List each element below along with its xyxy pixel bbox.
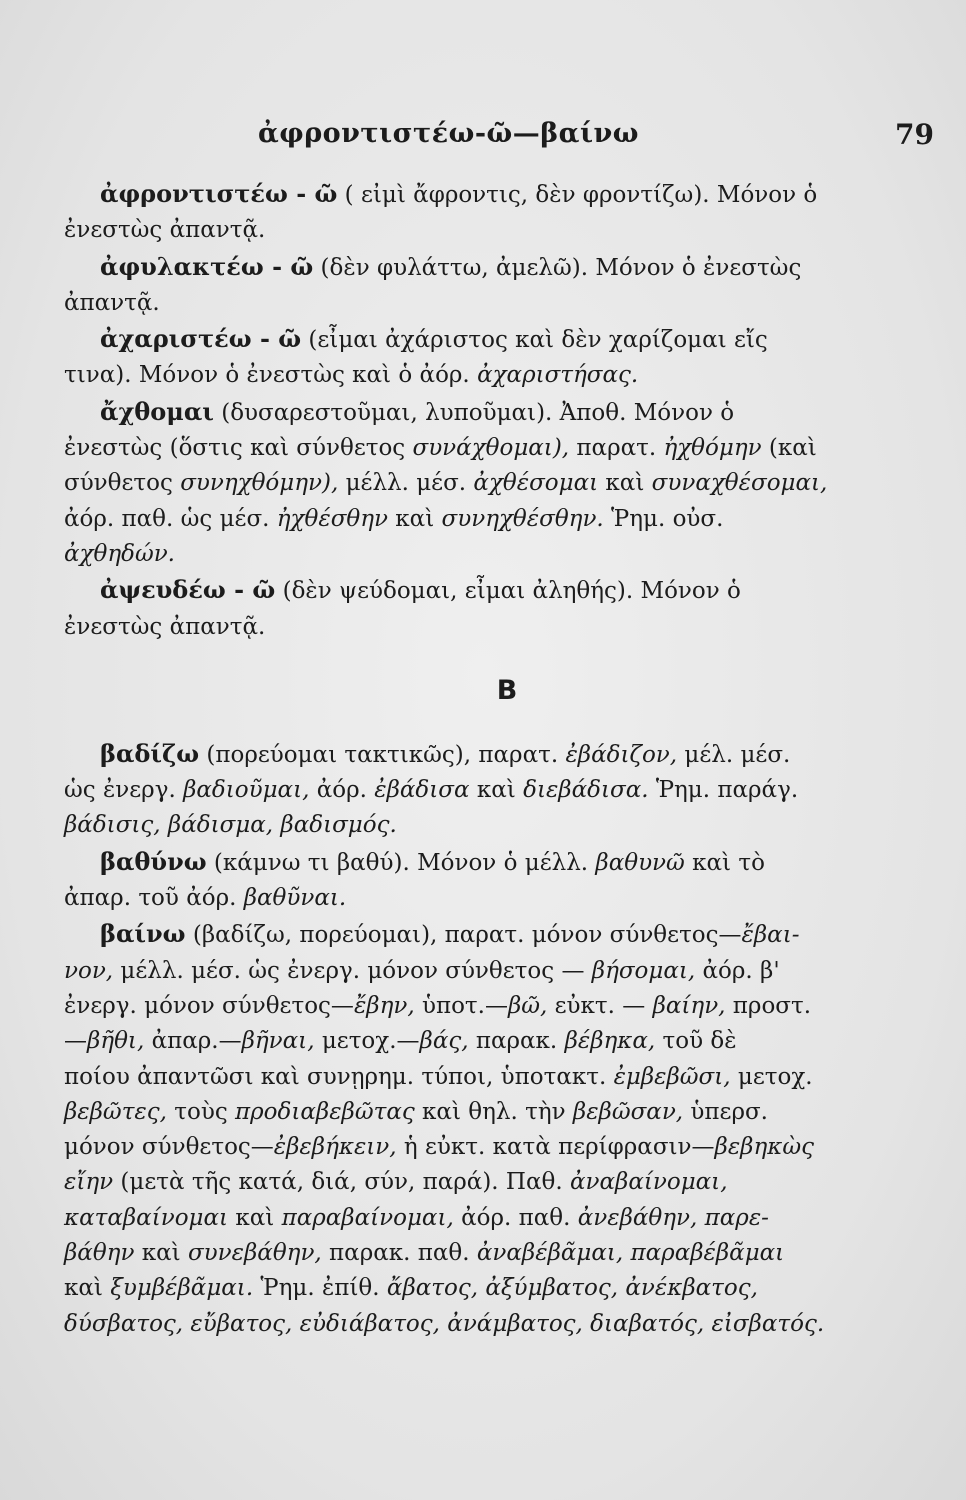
text-run: (μετὰ τῆς κατά, διά, σύν, παρά). Παθ. (113, 1169, 570, 1196)
text-line: ἐνεστὼς ἀπαντᾷ. (64, 613, 266, 640)
form: βεβῶτες, (64, 1098, 167, 1125)
text-run: μετοχ.— (314, 1028, 420, 1055)
text-line: βάδισις, βάδισμα, βαδισμός. (64, 812, 397, 839)
dictionary-entries (64, 176, 940, 1342)
text-line (64, 916, 940, 953)
form: βαθυνῶ (595, 849, 685, 876)
text-line (64, 954, 940, 989)
text-line (64, 1095, 940, 1130)
text-line (64, 1165, 940, 1200)
text-line (64, 881, 940, 916)
form: βῆθι, (87, 1028, 145, 1055)
text-run: ὑπερσ. (683, 1098, 768, 1125)
form: βεβῶσαν, (572, 1098, 684, 1125)
text-run: Ῥημ. οὐσ. (603, 505, 724, 532)
text-line (64, 321, 940, 358)
form: ἔβην, (353, 992, 415, 1019)
text-run: ἀόρ. (309, 777, 375, 804)
form: ἀχαριστήσας. (477, 362, 639, 389)
text-line: δύσβατος, εὔβατος, εὐδιάβατος, ἀνάμβατος, διαβατός, εἰσβατός. (64, 1310, 825, 1337)
definition: (δὲν φυλάττω, ἀμελῶ). Μόνον ὁ ἐνεστὼς (313, 254, 802, 281)
page-header (0, 118, 966, 158)
text-line (64, 844, 940, 881)
text-run: καὶ θηλ. τὴν (414, 1098, 573, 1125)
entry-bathyno (64, 844, 940, 917)
form: ἄβατος, ἀξύμβατος, ἀνέκβατος, (386, 1275, 758, 1302)
form: προδιαβεβῶτας (235, 1098, 415, 1125)
form: ἀχθέσομαι (473, 470, 599, 497)
text-run: παρακ. (468, 1028, 565, 1055)
page-number: 79 (895, 118, 934, 151)
form: ἔβαι- (741, 922, 800, 949)
text-run: καὶ (228, 1204, 282, 1231)
text-line (64, 394, 940, 431)
form: ἐμβεβῶσι, (613, 1063, 731, 1090)
text-run: ὑποτ.— (414, 992, 508, 1019)
text-line (64, 1024, 940, 1059)
form: ἀνεβάθην, παρε- (577, 1204, 769, 1231)
text-run: σύνθετος (64, 470, 181, 497)
text-run: τοῦ δὲ (655, 1028, 737, 1055)
text-run: παρατ. (569, 435, 664, 462)
form: βαίην, (652, 992, 726, 1019)
form: ἠχθόμην (663, 435, 762, 462)
text-run: ἡ εὐκτ. κατὰ περίφρασιν— (396, 1134, 715, 1161)
entry-apseudeo (64, 572, 940, 645)
text-run: ὡς ἐνεργ. (64, 777, 184, 804)
definition: (δυσαρεστοῦμαι, λυποῦμαι). Ἀποθ. Μόνον ὁ (213, 399, 735, 426)
text-run: ἀόρ. β' (695, 957, 780, 984)
form: διεβάδισα. (523, 777, 649, 804)
text-line (64, 572, 940, 609)
text-line (64, 989, 940, 1024)
text-line: ἀπαντᾷ. (64, 289, 160, 316)
headword: βαίνω (100, 919, 186, 949)
text-run: καὶ (469, 777, 524, 804)
text-run: ἀπαρ.— (144, 1028, 242, 1055)
text-run: ἀόρ. παθ. (453, 1204, 578, 1231)
headword: ἀφροντιστέω - ῶ (100, 179, 338, 208)
form: συνεβάθην, (187, 1240, 322, 1267)
text-run: (καὶ (761, 435, 817, 462)
text-run: καὶ τὸ (684, 849, 765, 876)
form: ἐβεβήκειν, (273, 1134, 397, 1161)
text-line (64, 249, 940, 286)
text-run: καὶ (64, 1275, 111, 1302)
text-run: τοὺς (166, 1098, 236, 1125)
form: συνηχθόμην), (180, 470, 339, 497)
text-run: μέλ. μέσ. (677, 741, 791, 768)
text-line: ἐνεστὼς ἀπαντᾷ. (64, 217, 266, 244)
text-run: (κάμνω τι βαθύ). Μόνον ὁ μέλλ. (206, 849, 596, 876)
headword: ἀχαριστέω - ῶ (100, 324, 302, 354)
definition: ( εἰμὶ ἄφροντις, δὲν φροντίζω). Μόνον ὁ (337, 182, 818, 208)
text-run: Ῥημ. ἐπίθ. (253, 1275, 387, 1302)
form: βῶ, (507, 992, 548, 1019)
text-run: ἀόρ. παθ. ὡς μέσ. (64, 505, 277, 532)
text-run: καὶ (388, 505, 442, 532)
entry-baino (64, 916, 940, 1342)
text-line (64, 1201, 940, 1236)
headword: ἄχθομαι (100, 396, 214, 426)
text-run: καὶ (598, 470, 652, 497)
entry-afylakteo (64, 249, 940, 322)
text-run: (βαδίζω, πορεύομαι), παρατ. μόνον σύνθετος— (185, 922, 742, 949)
text-run: ἐνεστὼς (ὅστις καὶ σύνθετος (64, 435, 413, 462)
section-letter: Β (496, 674, 518, 706)
form: παραβαίνομαι, (281, 1204, 454, 1231)
form: ἀναβέβᾶμαι, παραβέβᾶμαι (476, 1240, 785, 1267)
text-run: παρακ. παθ. (321, 1240, 477, 1267)
text-line (64, 176, 940, 213)
text-line: ἀχθηδών. (64, 540, 175, 567)
form: ἐβάδιζον, (565, 741, 678, 768)
text-line (64, 358, 940, 393)
text-run: Ῥημ. παράγ. (648, 777, 799, 804)
definition: (εἶμαι ἀχάριστος καὶ δὲν χαρίζομαι εἴς (301, 327, 768, 354)
text-run: μόνον σύνθετος— (64, 1134, 274, 1161)
form: βαδιοῦμαι, (183, 777, 310, 804)
form: βῆναι, (241, 1028, 315, 1055)
text-line (64, 466, 940, 501)
form: βάθην (64, 1240, 135, 1267)
entry-achthomai (64, 394, 940, 572)
form: νον, (64, 957, 114, 984)
text-line (64, 1236, 940, 1271)
entry-afrontisteo (64, 176, 940, 249)
form: συνάχθομαι), (412, 435, 570, 462)
form: ἀναβαίνομαι, (569, 1169, 728, 1196)
form: ἠχθέσθην (276, 505, 388, 532)
text-run: μέλλ. μέσ. ὡς ἐνεργ. μόνον σύνθετος — (113, 957, 592, 984)
text-line (64, 1271, 940, 1306)
form: βήσομαι, (591, 957, 696, 984)
text-line (64, 736, 940, 773)
headword: ἀψευδέω - ῶ (100, 575, 276, 605)
text-run: καὶ (134, 1240, 188, 1267)
text-run: ἐνεργ. μόνον σύνθετος— (64, 992, 354, 1019)
text-run: (πορεύομαι τακτικῶς), παρατ. (199, 741, 566, 768)
entry-badizo (64, 736, 940, 844)
text-run: εὐκτ. — (547, 992, 653, 1019)
text-line (64, 773, 940, 808)
text-run: μετοχ. (730, 1063, 813, 1090)
running-head: ἀφροντιστέω-ῶ—βαίνω (258, 118, 639, 149)
form: βάς, (419, 1028, 469, 1055)
text-line (64, 431, 940, 466)
form: βαθῦναι. (243, 885, 347, 912)
form: ἐβάδισα (374, 777, 470, 804)
text-run: ἀπαρ. τοῦ ἀόρ. (64, 885, 244, 912)
text-run: — (64, 1028, 87, 1055)
form: βεβηκὼς (714, 1134, 814, 1161)
headword: ἀφυλακτέω - ῶ (100, 251, 314, 281)
form: εἴην (64, 1169, 114, 1196)
form: βέβηκα, (564, 1028, 656, 1055)
text-line (64, 1130, 940, 1165)
headword: βαδίζω (100, 738, 200, 768)
text-run: ποίου ἀπαντῶσι καὶ συνῃρημ. τύποι, ὑποτακτ. (64, 1063, 614, 1090)
text-run: προστ. (725, 992, 812, 1019)
text-run: μέλλ. μέσ. (338, 470, 474, 497)
text-line (64, 502, 940, 537)
form: συνηχθέσθην. (441, 505, 604, 532)
headword: βαθύνω (100, 846, 207, 876)
entry-acharisteo (64, 321, 940, 394)
form: καταβαίνομαι (64, 1204, 229, 1231)
form: συναχθέσομαι, (651, 470, 828, 497)
form: ξυμβέβᾶμαι. (110, 1275, 254, 1302)
definition: (δὲν ψεύδομαι, εἶμαι ἀληθής). Μόνον ὁ (275, 578, 741, 605)
text-run: τινα). Μόνον ὁ ἐνεστὼς καὶ ὁ ἀόρ. (64, 362, 478, 389)
text-line (64, 1060, 940, 1095)
